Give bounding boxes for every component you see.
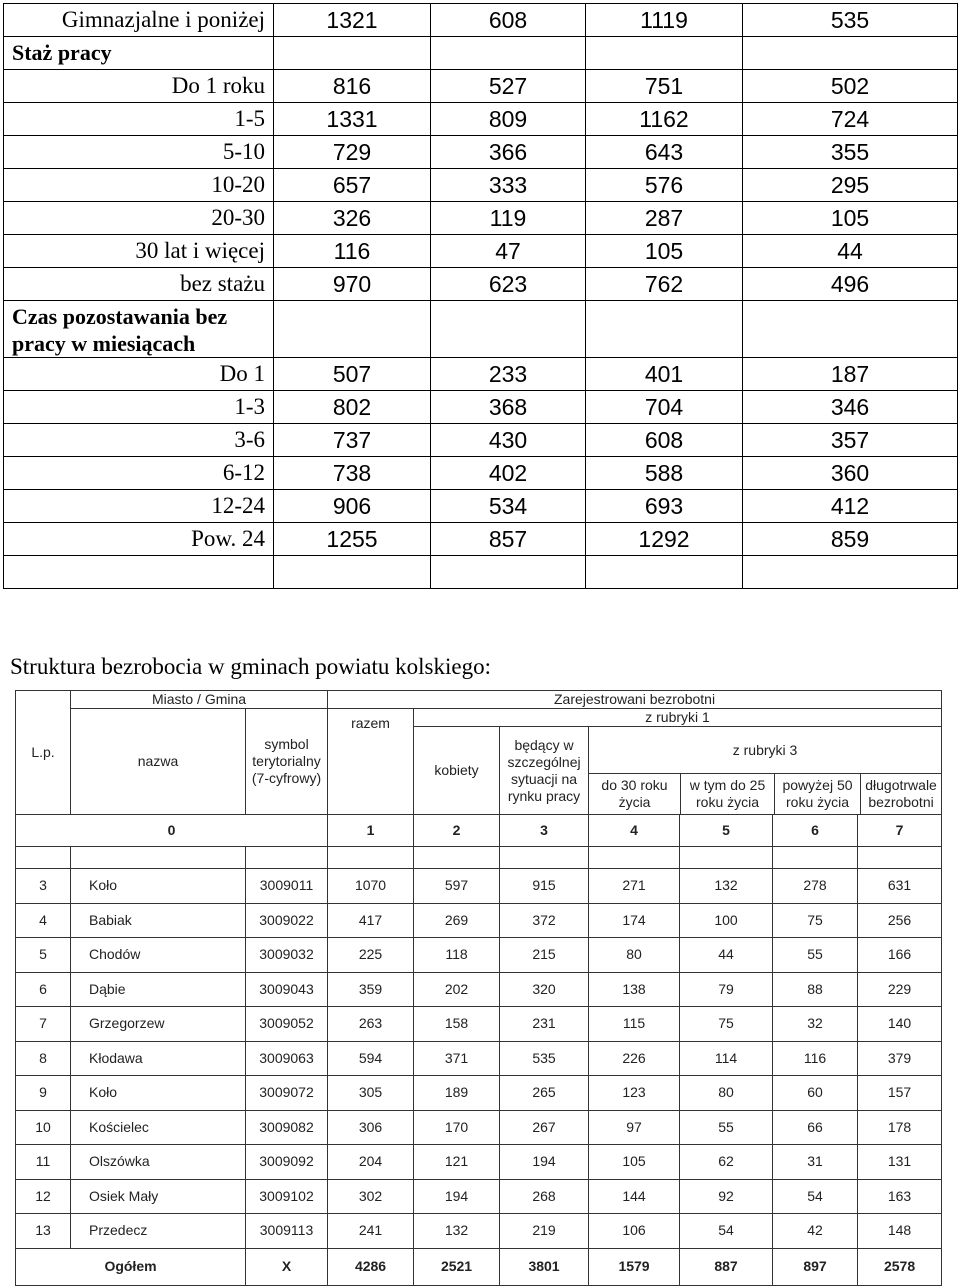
value-cell: 608 xyxy=(586,424,743,457)
data-row xyxy=(4,457,958,490)
value-cell: 105 xyxy=(743,202,958,235)
value-cell: 693 xyxy=(586,490,743,523)
empty-cell xyxy=(431,37,586,70)
total-value: 3801 xyxy=(500,1248,589,1285)
value-cell: 729 xyxy=(274,136,431,169)
value-cell: 320 xyxy=(500,972,589,1007)
section-title: Staż pracy xyxy=(4,37,274,70)
header-z-rubryki-1: z rubryki 1 xyxy=(414,709,942,727)
value-cell: 295 xyxy=(743,169,958,202)
value-cell: 187 xyxy=(743,358,958,391)
empty-cell xyxy=(743,556,958,589)
index-cell: 6 xyxy=(773,815,858,847)
value-cell: 144 xyxy=(589,1179,680,1214)
name-cell: Koło xyxy=(71,869,246,904)
value-cell: 631 xyxy=(858,869,942,904)
lp-cell: 4 xyxy=(16,903,71,938)
value-cell: 116 xyxy=(274,235,431,268)
value-cell: 88 xyxy=(773,972,858,1007)
header-do-30: do 30 roku życia xyxy=(589,774,681,814)
value-cell: 263 xyxy=(328,1007,414,1042)
value-cell: 170 xyxy=(414,1110,500,1145)
row-label: 10-20 xyxy=(4,169,274,202)
header-do-25: w tym do 25 roku życia xyxy=(681,774,775,814)
value-cell: 762 xyxy=(586,268,743,301)
value-cell: 401 xyxy=(586,358,743,391)
data-row xyxy=(4,268,958,301)
header-nazwa: nazwa xyxy=(71,709,246,815)
data-row xyxy=(4,103,958,136)
value-cell: 75 xyxy=(680,1007,773,1042)
row-label: 6-12 xyxy=(4,457,274,490)
header-row-2 xyxy=(16,709,942,727)
value-cell: 507 xyxy=(274,358,431,391)
index-cell: 2 xyxy=(414,815,500,847)
index-cell: 5 xyxy=(680,815,773,847)
value-cell: 60 xyxy=(773,1076,858,1111)
table-row xyxy=(16,1214,942,1249)
header-dlugotrwale: długotrwale bezrobotni xyxy=(865,777,937,810)
total-row xyxy=(16,1248,942,1285)
value-cell: 333 xyxy=(431,169,586,202)
value-cell: 287 xyxy=(586,202,743,235)
value-cell: 1321 xyxy=(274,4,431,37)
lp-cell: 3 xyxy=(16,869,71,904)
total-value: 1579 xyxy=(589,1248,680,1285)
table-row xyxy=(16,972,942,1007)
value-cell: 47 xyxy=(431,235,586,268)
total-label: Ogółem xyxy=(16,1248,246,1285)
empty-cell xyxy=(743,37,958,70)
value-cell: 372 xyxy=(500,903,589,938)
empty-cell xyxy=(858,847,942,869)
value-cell: 857 xyxy=(431,523,586,556)
value-cell: 138 xyxy=(589,972,680,1007)
index-cell: 7 xyxy=(858,815,942,847)
row-label: Do 1 roku xyxy=(4,70,274,103)
value-cell: 194 xyxy=(414,1179,500,1214)
data-row xyxy=(4,202,958,235)
value-cell: 229 xyxy=(858,972,942,1007)
data-row xyxy=(4,136,958,169)
lp-cell: 6 xyxy=(16,972,71,1007)
value-cell: 802 xyxy=(274,391,431,424)
empty-cell xyxy=(328,847,414,869)
top-table-body xyxy=(4,4,958,589)
value-cell: 79 xyxy=(680,972,773,1007)
data-row xyxy=(4,490,958,523)
row-label: Pow. 24 xyxy=(4,523,274,556)
row-label: 5-10 xyxy=(4,136,274,169)
symbol-cell: 3009092 xyxy=(246,1145,328,1180)
value-cell: 597 xyxy=(414,869,500,904)
total-value: 2578 xyxy=(858,1248,942,1285)
value-cell: 265 xyxy=(500,1076,589,1111)
value-cell: 306 xyxy=(328,1110,414,1145)
column-index-row xyxy=(16,815,942,847)
value-cell: 226 xyxy=(589,1041,680,1076)
header-row-1 xyxy=(16,691,942,709)
value-cell: 1070 xyxy=(328,869,414,904)
row-label: bez stażu xyxy=(4,268,274,301)
name-cell: Babiak xyxy=(71,903,246,938)
value-cell: 751 xyxy=(586,70,743,103)
index-cell: 4 xyxy=(589,815,680,847)
row-label: Gimnazjalne i poniżej xyxy=(4,4,274,37)
header-razem: razem xyxy=(328,709,414,815)
value-cell: 194 xyxy=(500,1145,589,1180)
value-cell: 502 xyxy=(743,70,958,103)
value-cell: 116 xyxy=(773,1041,858,1076)
table-row xyxy=(16,1076,942,1111)
lp-cell: 11 xyxy=(16,1145,71,1180)
value-cell: 915 xyxy=(500,869,589,904)
total-symbol: X xyxy=(246,1248,328,1285)
value-cell: 97 xyxy=(589,1110,680,1145)
value-cell: 231 xyxy=(500,1007,589,1042)
symbol-cell: 3009011 xyxy=(246,869,328,904)
value-cell: 119 xyxy=(431,202,586,235)
lp-cell: 12 xyxy=(16,1179,71,1214)
value-cell: 859 xyxy=(743,523,958,556)
value-cell: 215 xyxy=(500,938,589,973)
data-row xyxy=(4,523,958,556)
empty-cell xyxy=(431,556,586,589)
symbol-cell: 3009022 xyxy=(246,903,328,938)
symbol-cell: 3009032 xyxy=(246,938,328,973)
data-row xyxy=(4,391,958,424)
value-cell: 359 xyxy=(328,972,414,1007)
empty-cell xyxy=(500,847,589,869)
value-cell: 402 xyxy=(431,457,586,490)
total-value: 887 xyxy=(680,1248,773,1285)
row-label: 30 lat i więcej xyxy=(4,235,274,268)
value-cell: 233 xyxy=(431,358,586,391)
header-symbol: symbol terytorialny (7-cyfrowy) xyxy=(246,709,328,815)
table-row xyxy=(16,1145,942,1180)
table-row xyxy=(16,869,942,904)
value-cell: 588 xyxy=(586,457,743,490)
symbol-cell: 3009052 xyxy=(246,1007,328,1042)
value-cell: 66 xyxy=(773,1110,858,1145)
value-cell: 346 xyxy=(743,391,958,424)
value-cell: 31 xyxy=(773,1145,858,1180)
header-rubryka-3-group xyxy=(589,727,942,815)
lp-cell: 13 xyxy=(16,1214,71,1249)
value-cell: 302 xyxy=(328,1179,414,1214)
empty-cell xyxy=(589,847,680,869)
empty-cell xyxy=(680,847,773,869)
value-cell: 268 xyxy=(500,1179,589,1214)
header-zarejestrowani: Zarejestrowani bezrobotni xyxy=(328,691,942,709)
value-cell: 178 xyxy=(858,1110,942,1145)
value-cell: 1255 xyxy=(274,523,431,556)
value-cell: 219 xyxy=(500,1214,589,1249)
value-cell: 114 xyxy=(680,1041,773,1076)
empty-cell xyxy=(71,847,246,869)
value-cell: 148 xyxy=(858,1214,942,1249)
value-cell: 366 xyxy=(431,136,586,169)
total-value: 2521 xyxy=(414,1248,500,1285)
value-cell: 816 xyxy=(274,70,431,103)
data-row xyxy=(4,424,958,457)
header-miasto-gmina: Miasto / Gmina xyxy=(71,691,328,709)
value-cell: 368 xyxy=(431,391,586,424)
value-cell: 166 xyxy=(858,938,942,973)
empty-cell xyxy=(773,847,858,869)
value-cell: 121 xyxy=(414,1145,500,1180)
data-row xyxy=(4,169,958,202)
spacer-row xyxy=(16,847,942,869)
value-cell: 417 xyxy=(328,903,414,938)
value-cell: 42 xyxy=(773,1214,858,1249)
value-cell: 737 xyxy=(274,424,431,457)
value-cell: 132 xyxy=(680,869,773,904)
empty-cell xyxy=(586,37,743,70)
data-row xyxy=(4,235,958,268)
table-row xyxy=(16,938,942,973)
value-cell: 724 xyxy=(743,103,958,136)
section-title: Czas pozostawania bez pracy w miesiącach xyxy=(4,301,274,358)
value-cell: 225 xyxy=(328,938,414,973)
header-bedacy: będący w szczególnej sytuacji na rynku pracy xyxy=(500,727,589,815)
value-cell: 704 xyxy=(586,391,743,424)
table-row xyxy=(16,1179,942,1214)
value-cell: 54 xyxy=(773,1179,858,1214)
lp-cell: 5 xyxy=(16,938,71,973)
value-cell: 906 xyxy=(274,490,431,523)
value-cell: 54 xyxy=(680,1214,773,1249)
table-row xyxy=(16,903,942,938)
value-cell: 174 xyxy=(589,903,680,938)
value-cell: 623 xyxy=(431,268,586,301)
value-cell: 412 xyxy=(743,490,958,523)
value-cell: 278 xyxy=(773,869,858,904)
value-cell: 657 xyxy=(274,169,431,202)
name-cell: Chodów xyxy=(71,938,246,973)
value-cell: 535 xyxy=(743,4,958,37)
row-label: 1-3 xyxy=(4,391,274,424)
empty-cell xyxy=(743,301,958,358)
value-cell: 55 xyxy=(680,1110,773,1145)
header-z-rubryki-3: z rubryki 3 xyxy=(589,727,941,774)
value-cell: 267 xyxy=(500,1110,589,1145)
empty-cell xyxy=(431,301,586,358)
value-cell: 1162 xyxy=(586,103,743,136)
value-cell: 105 xyxy=(586,235,743,268)
value-cell: 202 xyxy=(414,972,500,1007)
value-cell: 269 xyxy=(414,903,500,938)
empty-cell xyxy=(274,37,431,70)
empty-row xyxy=(4,556,958,589)
value-cell: 527 xyxy=(431,70,586,103)
symbol-cell: 3009082 xyxy=(246,1110,328,1145)
row-label: 3-6 xyxy=(4,424,274,457)
value-cell: 970 xyxy=(274,268,431,301)
value-cell: 809 xyxy=(431,103,586,136)
empty-cell xyxy=(274,556,431,589)
value-cell: 576 xyxy=(586,169,743,202)
value-cell: 157 xyxy=(858,1076,942,1111)
name-cell: Przedecz xyxy=(71,1214,246,1249)
total-value: 4286 xyxy=(328,1248,414,1285)
data-row xyxy=(4,4,958,37)
value-cell: 105 xyxy=(589,1145,680,1180)
name-cell: Dąbie xyxy=(71,972,246,1007)
value-cell: 204 xyxy=(328,1145,414,1180)
value-cell: 360 xyxy=(743,457,958,490)
value-cell: 55 xyxy=(773,938,858,973)
value-cell: 1331 xyxy=(274,103,431,136)
symbol-cell: 3009102 xyxy=(246,1179,328,1214)
value-cell: 62 xyxy=(680,1145,773,1180)
municipality-unemployment-table xyxy=(15,690,942,1286)
value-cell: 44 xyxy=(680,938,773,973)
empty-cell xyxy=(274,301,431,358)
value-cell: 123 xyxy=(589,1076,680,1111)
empty-cell xyxy=(586,301,743,358)
header-lp: L.p. xyxy=(16,691,71,815)
row-label: 1-5 xyxy=(4,103,274,136)
data-row xyxy=(4,70,958,103)
empty-cell xyxy=(586,556,743,589)
empty-cell xyxy=(414,847,500,869)
section-header-row xyxy=(4,301,958,358)
value-cell: 305 xyxy=(328,1076,414,1111)
value-cell: 271 xyxy=(589,869,680,904)
symbol-cell: 3009072 xyxy=(246,1076,328,1111)
value-cell: 158 xyxy=(414,1007,500,1042)
total-value: 897 xyxy=(773,1248,858,1285)
table-row xyxy=(16,1007,942,1042)
symbol-cell: 3009113 xyxy=(246,1214,328,1249)
value-cell: 496 xyxy=(743,268,958,301)
name-cell: Grzegorzew xyxy=(71,1007,246,1042)
row-label: Do 1 xyxy=(4,358,274,391)
header-pow-50: powyżej 50 roku życia xyxy=(775,774,861,814)
row-label: 20-30 xyxy=(4,202,274,235)
value-cell: 131 xyxy=(858,1145,942,1180)
name-cell: Kłodawa xyxy=(71,1041,246,1076)
section-caption: Struktura bezrobocia w gminach powiatu kolskiego: xyxy=(10,654,491,679)
lp-cell: 8 xyxy=(16,1041,71,1076)
name-cell: Kościelec xyxy=(71,1110,246,1145)
lp-cell: 10 xyxy=(16,1110,71,1145)
table-row xyxy=(16,1110,942,1145)
name-cell: Koło xyxy=(71,1076,246,1111)
value-cell: 355 xyxy=(743,136,958,169)
empty-cell xyxy=(4,556,274,589)
value-cell: 163 xyxy=(858,1179,942,1214)
value-cell: 189 xyxy=(414,1076,500,1111)
value-cell: 241 xyxy=(328,1214,414,1249)
value-cell: 738 xyxy=(274,457,431,490)
name-cell: Olszówka xyxy=(71,1145,246,1180)
value-cell: 44 xyxy=(743,235,958,268)
value-cell: 100 xyxy=(680,903,773,938)
row-label: 12-24 xyxy=(4,490,274,523)
index-cell: 1 xyxy=(328,815,414,847)
value-cell: 608 xyxy=(431,4,586,37)
lp-cell: 9 xyxy=(16,1076,71,1111)
index-cell: 3 xyxy=(500,815,589,847)
value-cell: 534 xyxy=(431,490,586,523)
value-cell: 643 xyxy=(586,136,743,169)
scan-table-body xyxy=(16,691,942,1286)
education-experience-table xyxy=(3,3,958,589)
symbol-cell: 3009043 xyxy=(246,972,328,1007)
lp-cell: 7 xyxy=(16,1007,71,1042)
value-cell: 1119 xyxy=(586,4,743,37)
value-cell: 140 xyxy=(858,1007,942,1042)
value-cell: 75 xyxy=(773,903,858,938)
value-cell: 118 xyxy=(414,938,500,973)
section-header-row xyxy=(4,37,958,70)
value-cell: 594 xyxy=(328,1041,414,1076)
value-cell: 92 xyxy=(680,1179,773,1214)
value-cell: 132 xyxy=(414,1214,500,1249)
index-cell: 0 xyxy=(16,815,328,847)
table-row xyxy=(16,1041,942,1076)
value-cell: 535 xyxy=(500,1041,589,1076)
value-cell: 371 xyxy=(414,1041,500,1076)
name-cell: Osiek Mały xyxy=(71,1179,246,1214)
data-row xyxy=(4,358,958,391)
value-cell: 106 xyxy=(589,1214,680,1249)
symbol-cell: 3009063 xyxy=(246,1041,328,1076)
value-cell: 80 xyxy=(589,938,680,973)
value-cell: 379 xyxy=(858,1041,942,1076)
empty-cell xyxy=(246,847,328,869)
empty-cell xyxy=(16,847,71,869)
value-cell: 32 xyxy=(773,1007,858,1042)
value-cell: 326 xyxy=(274,202,431,235)
header-kobiety: kobiety xyxy=(414,727,500,815)
value-cell: 256 xyxy=(858,903,942,938)
value-cell: 80 xyxy=(680,1076,773,1111)
value-cell: 357 xyxy=(743,424,958,457)
value-cell: 1292 xyxy=(586,523,743,556)
value-cell: 115 xyxy=(589,1007,680,1042)
value-cell: 430 xyxy=(431,424,586,457)
